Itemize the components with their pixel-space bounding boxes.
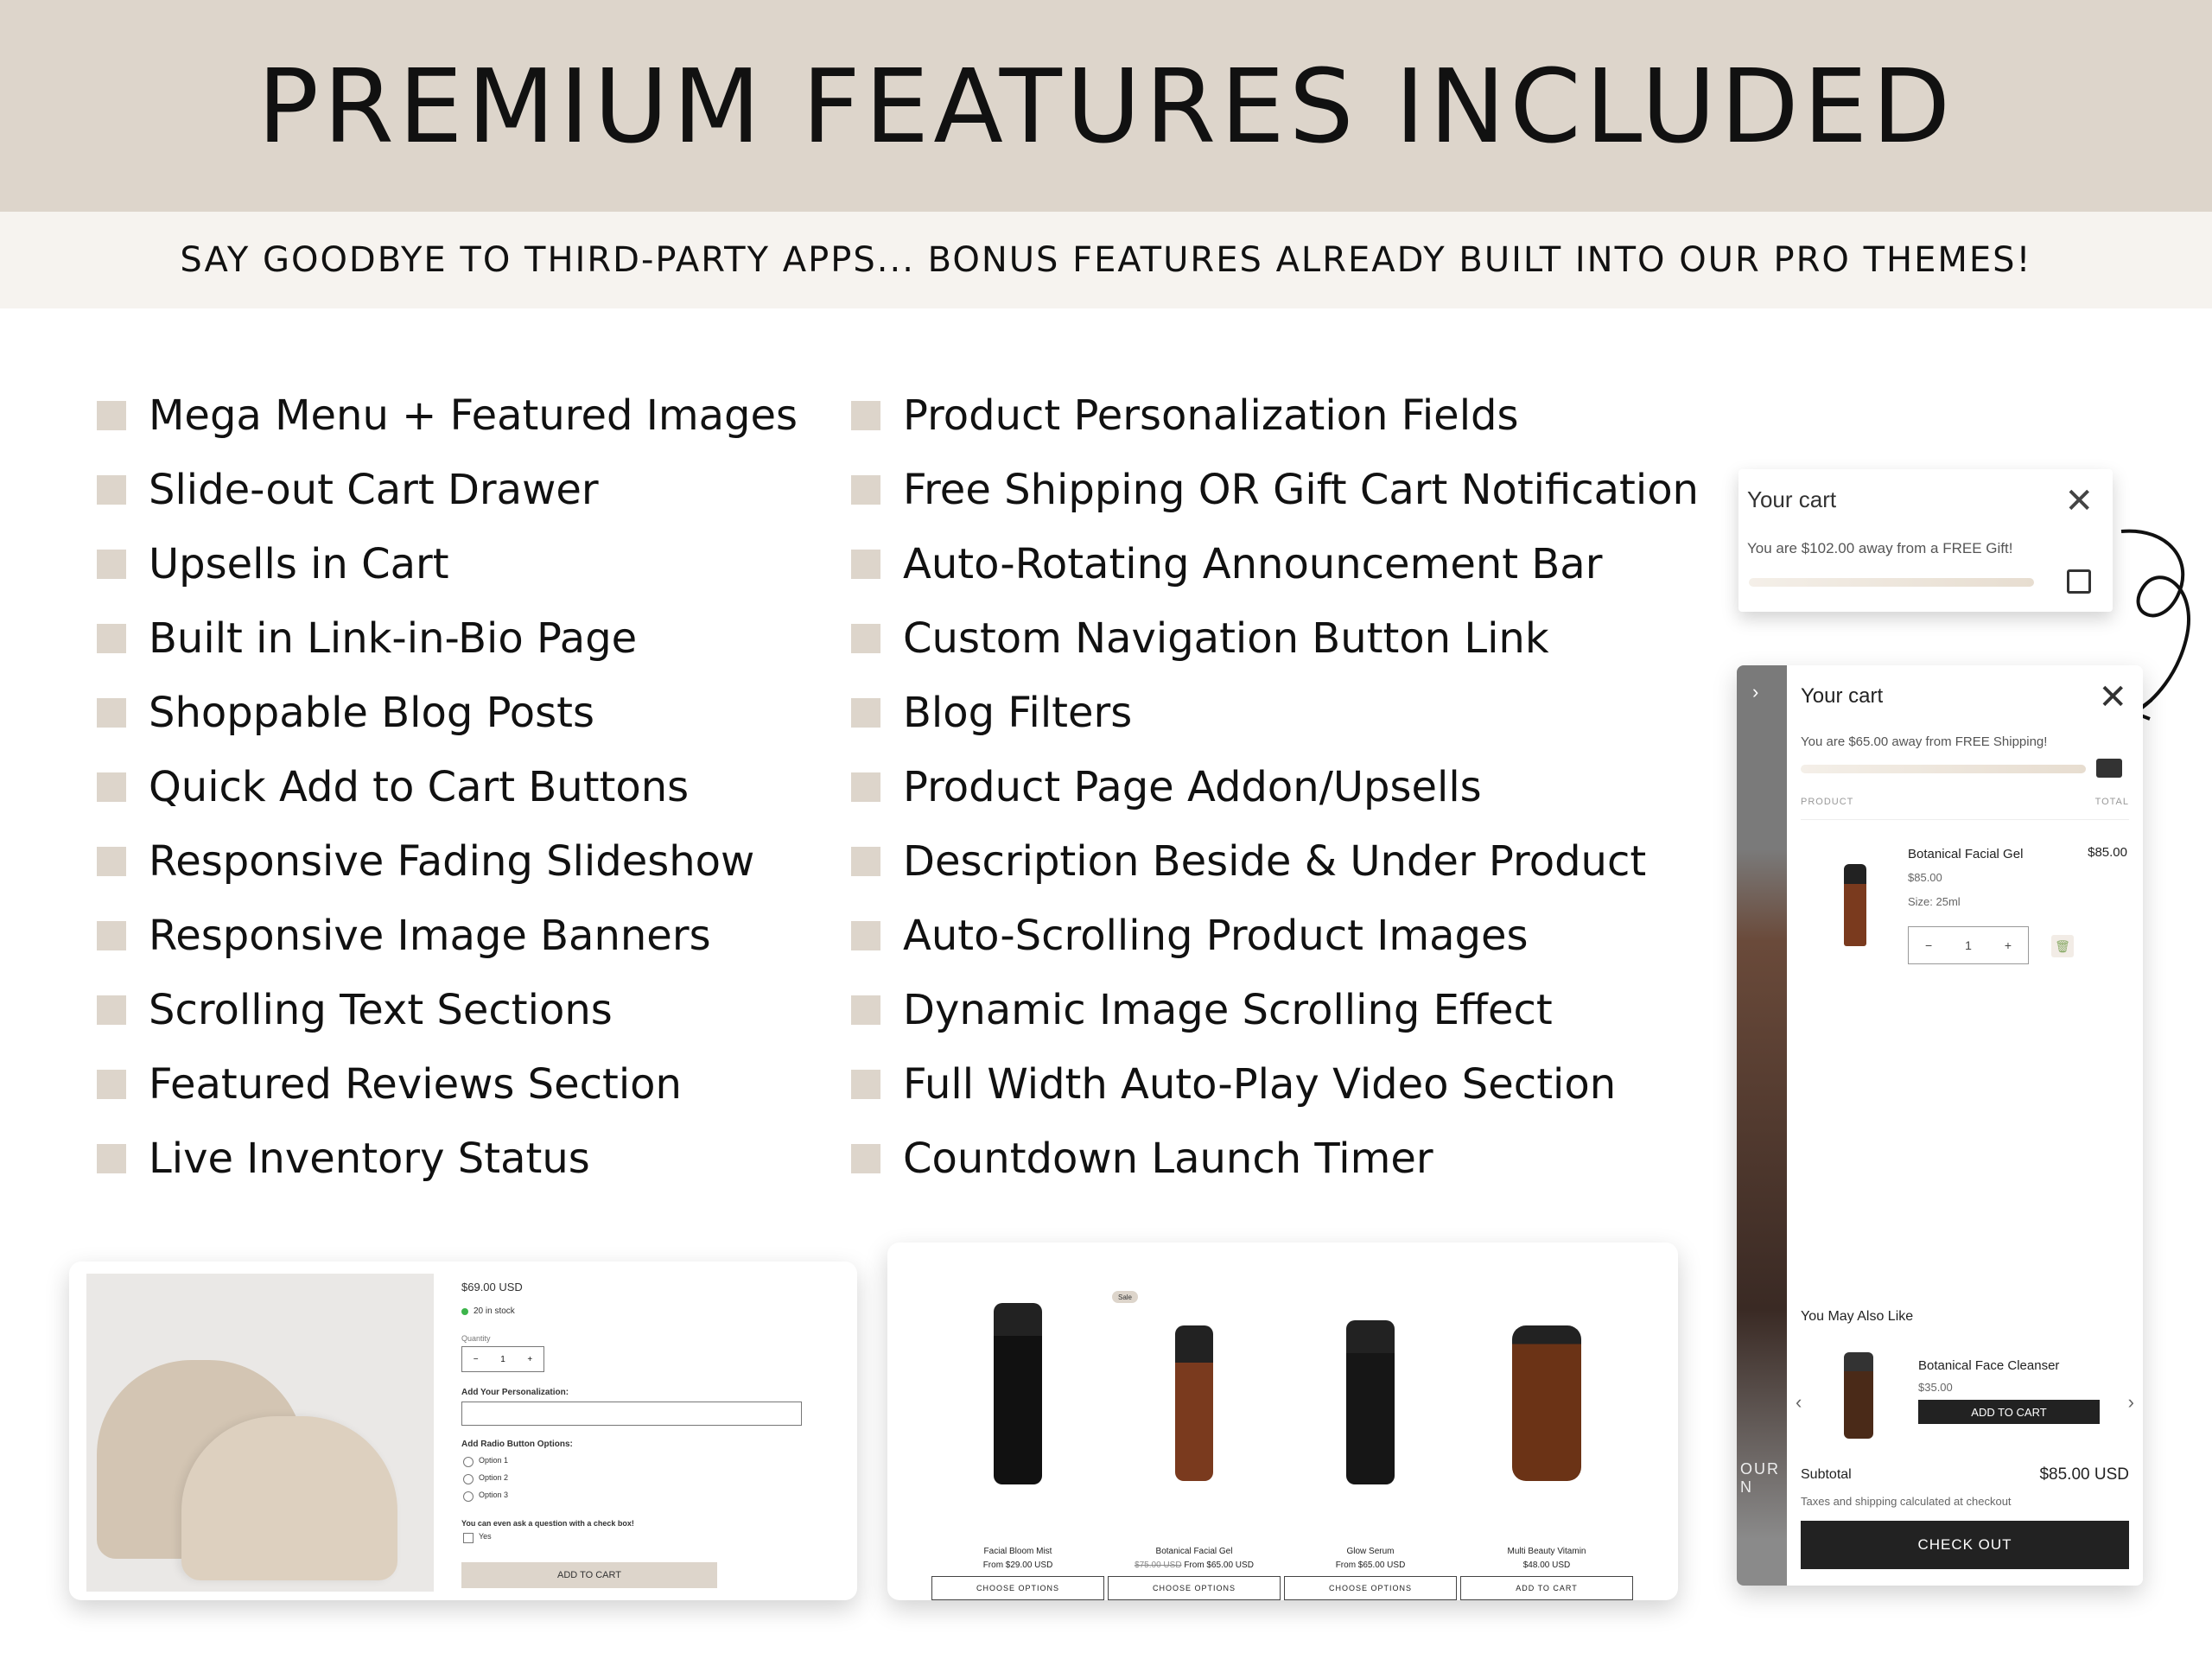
feature-item: Product Personalization Fields: [851, 378, 1732, 453]
checkout-button[interactable]: CHECK OUT: [1801, 1521, 2129, 1569]
square-bullet-icon: [97, 847, 126, 876]
product-image[interactable]: [1512, 1325, 1581, 1481]
product-sale-price: From $65.00 USD: [1184, 1560, 1254, 1570]
feature-item: Countdown Launch Timer: [851, 1122, 1732, 1196]
checkbox-yes[interactable]: [463, 1533, 474, 1543]
square-bullet-icon: [97, 698, 126, 728]
product-name[interactable]: Botanical Facial Gel: [1155, 1547, 1233, 1556]
quantity-stepper[interactable]: [461, 1346, 544, 1372]
radio-option-label: Option 1: [479, 1456, 509, 1465]
stock-status: 20 in stock: [474, 1306, 515, 1316]
item-unit-price: $85.00: [1908, 871, 1942, 884]
product-name[interactable]: Glow Serum: [1346, 1547, 1395, 1556]
feature-item: Live Inventory Status: [97, 1122, 831, 1196]
chevron-left-icon[interactable]: ‹: [1796, 1391, 1802, 1413]
radio-option-label: Option 3: [479, 1491, 509, 1499]
total-column-header: TOTAL: [2094, 797, 2129, 807]
square-bullet-icon: [851, 624, 880, 653]
feature-list-left: [97, 378, 831, 1196]
product-image[interactable]: [994, 1303, 1042, 1484]
square-bullet-icon: [97, 624, 126, 653]
decrement-button[interactable]: −: [1924, 938, 1933, 952]
drawer-title: Your cart: [1801, 684, 1884, 708]
square-bullet-icon: [851, 698, 880, 728]
square-bullet-icon: [97, 401, 126, 430]
choose-options-button[interactable]: CHOOSE OPTIONS: [1108, 1576, 1281, 1600]
upsell-thumbnail[interactable]: [1844, 1352, 1873, 1439]
product-name[interactable]: Facial Bloom Mist: [983, 1547, 1052, 1556]
product-thumbnail[interactable]: [1844, 864, 1866, 946]
page-title: PREMIUM FEATURES INCLUDED: [257, 46, 1955, 166]
radio-option-label: Option 2: [479, 1473, 509, 1482]
pouch-small: [181, 1416, 397, 1580]
quantity-stepper[interactable]: [1908, 926, 2029, 964]
item-variant: Size: 25ml: [1908, 895, 1961, 908]
square-bullet-icon: [851, 995, 880, 1025]
gift-message: You are $102.00 away from a FREE Gift!: [1747, 540, 2013, 556]
product-image: [86, 1274, 434, 1592]
feature-item: Product Page Addon/Upsells: [851, 750, 1732, 824]
square-bullet-icon: [97, 550, 126, 579]
upsell-price: $35.00: [1918, 1381, 1953, 1394]
feature-item: Featured Reviews Section: [97, 1047, 831, 1122]
subtotal-label: Subtotal: [1801, 1467, 1852, 1482]
hero-banner: [0, 0, 2212, 212]
chevron-right-icon[interactable]: ›: [2127, 1391, 2134, 1413]
product-price: [1108, 1560, 1281, 1570]
item-name[interactable]: Botanical Facial Gel: [1908, 847, 2024, 861]
product-old-price: $75.00 USD: [1135, 1560, 1182, 1570]
personalization-input[interactable]: [461, 1402, 802, 1426]
feature-item: Mega Menu + Featured Images: [97, 378, 831, 453]
feature-item: Free Shipping OR Gift Cart Notification: [851, 453, 1732, 527]
progress-bar: [1749, 578, 2034, 587]
square-bullet-icon: [97, 475, 126, 505]
product-name[interactable]: Multi Beauty Vitamin: [1507, 1547, 1586, 1556]
gift-icon: [2067, 569, 2091, 594]
quantity-label: Quantity: [461, 1334, 491, 1343]
choose-options-button[interactable]: CHOOSE OPTIONS: [931, 1576, 1104, 1600]
quantity-value[interactable]: 1: [500, 1354, 505, 1364]
add-to-cart-button[interactable]: ADD TO CART: [1460, 1576, 1633, 1600]
upsell-heading: You May Also Like: [1801, 1309, 1914, 1324]
radio-option-3[interactable]: [463, 1491, 474, 1502]
feature-item: Built in Link-in-Bio Page: [97, 601, 831, 676]
cart-title: Your cart: [1747, 486, 1837, 512]
radio-option-2[interactable]: [463, 1474, 474, 1484]
feature-item: Full Width Auto-Play Video Section: [851, 1047, 1732, 1122]
feature-item: Auto-Scrolling Product Images: [851, 899, 1732, 973]
square-bullet-icon: [97, 772, 126, 802]
product-page-preview: [69, 1262, 857, 1600]
close-icon[interactable]: ✕: [2064, 482, 2094, 520]
choose-options-button[interactable]: CHOOSE OPTIONS: [1284, 1576, 1457, 1600]
feature-item: Auto-Rotating Announcement Bar: [851, 527, 1732, 601]
chevron-right-icon[interactable]: ›: [1752, 681, 1759, 702]
upsell-name[interactable]: Botanical Face Cleanser: [1918, 1358, 2060, 1373]
quantity-value[interactable]: 1: [1965, 938, 1972, 952]
square-bullet-icon: [851, 1070, 880, 1099]
feature-item: Shoppable Blog Posts: [97, 676, 831, 750]
square-bullet-icon: [851, 847, 880, 876]
product-image[interactable]: [1175, 1325, 1213, 1481]
square-bullet-icon: [851, 772, 880, 802]
sale-badge: Sale: [1112, 1291, 1138, 1303]
close-icon[interactable]: ✕: [2098, 678, 2127, 716]
backdrop-text: OUR N: [1740, 1460, 1780, 1496]
tax-note: Taxes and shipping calculated at checkout: [1801, 1495, 2012, 1508]
increment-button[interactable]: +: [2004, 938, 2012, 952]
feature-item: Scrolling Text Sections: [97, 973, 831, 1047]
stock-dot-icon: [461, 1308, 470, 1317]
square-bullet-icon: [97, 995, 126, 1025]
checkbox-label: Yes: [479, 1532, 492, 1541]
square-bullet-icon: [851, 401, 880, 430]
square-bullet-icon: [851, 475, 880, 505]
page-backdrop: [1737, 665, 1787, 1586]
feature-item: Custom Navigation Button Link: [851, 601, 1732, 676]
cart-table-header: [1801, 797, 2129, 820]
feature-item: Responsive Fading Slideshow: [97, 824, 831, 899]
subtotal-value: $85.00 USD: [2039, 1465, 2129, 1484]
feature-item: Blog Filters: [851, 676, 1732, 750]
subtitle-bar: [0, 212, 2212, 308]
shipping-message: You are $65.00 away from FREE Shipping!: [1801, 734, 2048, 749]
product-grid-preview: [887, 1243, 1678, 1600]
feature-item: Upsells in Cart: [97, 527, 831, 601]
square-bullet-icon: [97, 1070, 126, 1099]
product-image[interactable]: [1346, 1320, 1395, 1484]
drawer-panel: [1787, 665, 2143, 1586]
feature-item: Quick Add to Cart Buttons: [97, 750, 831, 824]
increment-button[interactable]: +: [527, 1354, 533, 1364]
cart-drawer: [1737, 665, 2143, 1586]
upsell-add-to-cart-button[interactable]: ADD TO CART: [1918, 1400, 2100, 1424]
product-price: From $29.00 USD: [982, 1560, 1053, 1570]
square-bullet-icon: [97, 921, 126, 950]
product-price: $69.00 USD: [461, 1281, 523, 1294]
shipping-progress-bar: [1801, 765, 2086, 773]
square-bullet-icon: [851, 1144, 880, 1173]
personalization-label: Add Your Personalization:: [461, 1388, 569, 1397]
add-to-cart-button[interactable]: ADD TO CART: [461, 1562, 717, 1588]
radio-option-1[interactable]: [463, 1457, 474, 1467]
item-total: $85.00: [2088, 845, 2127, 860]
square-bullet-icon: [851, 921, 880, 950]
product-price: $48.00 USD: [1522, 1560, 1571, 1570]
square-bullet-icon: [97, 1144, 126, 1173]
feature-item: Description Beside & Under Product: [851, 824, 1732, 899]
feature-item: Dynamic Image Scrolling Effect: [851, 973, 1732, 1047]
page-subtitle: SAY GOODBYE TO THIRD-PARTY APPS... BONUS FEATURES ALREADY BUILT INTO OUR PRO THEMES!: [180, 240, 2032, 280]
feature-list-right: [851, 378, 1732, 1196]
truck-icon: [2096, 759, 2122, 778]
trash-icon[interactable]: 🗑: [2051, 935, 2074, 957]
checkbox-question: You can even ask a question with a check box!: [461, 1519, 634, 1528]
decrement-button[interactable]: −: [473, 1354, 479, 1364]
gift-cart-notification: [1738, 469, 2113, 612]
feature-item: Slide-out Cart Drawer: [97, 453, 831, 527]
feature-item: Responsive Image Banners: [97, 899, 831, 973]
radio-options-label: Add Radio Button Options:: [461, 1440, 573, 1449]
square-bullet-icon: [851, 550, 880, 579]
product-price: From $65.00 USD: [1335, 1560, 1406, 1570]
product-column-header: PRODUCT: [1801, 797, 1854, 807]
